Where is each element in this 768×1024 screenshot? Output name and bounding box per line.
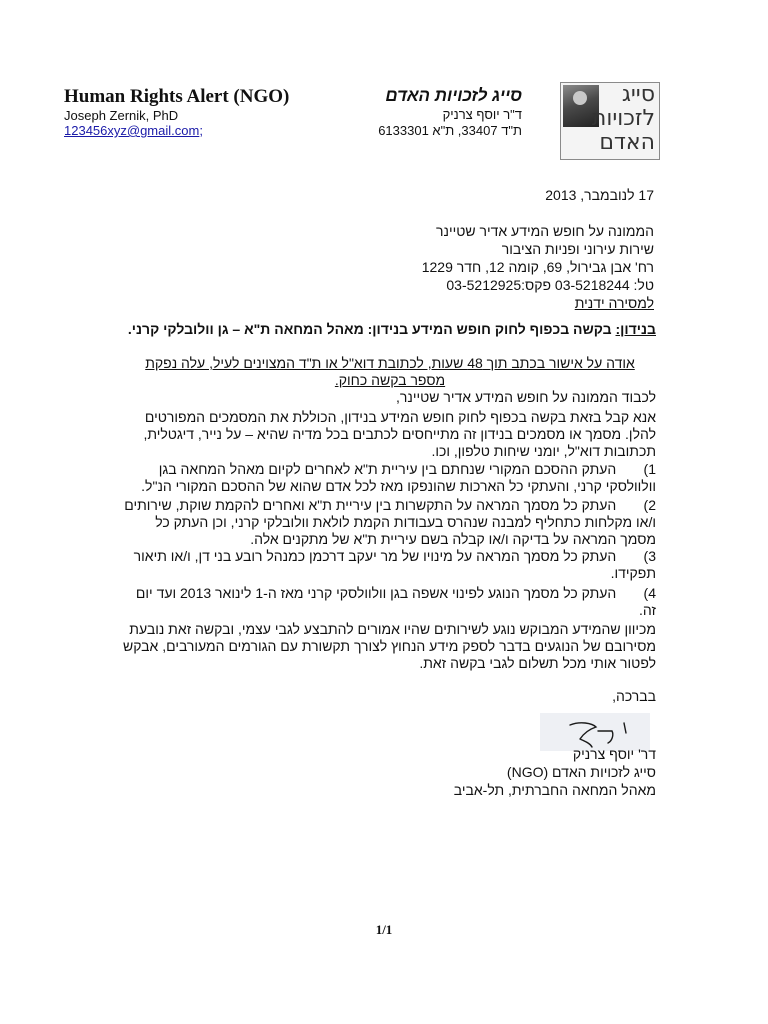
delivery-method: למסירה ידנית: [574, 295, 654, 311]
request-item: [116, 461, 656, 495]
item-number: 4): [643, 585, 656, 601]
item-number: 3): [643, 548, 656, 564]
salutation: לכבוד הממונה על חופש המידע אדיר שטיינר,: [396, 389, 656, 405]
intro-paragraph: אנא קבל בזאת בקשה בכפוף לחוק חופש המידע בנידון, הכוללת את המסמכים המפורטים להלן. מסמך או מסמכים בנידון זה מתייחסים לכתבים בכל מדיה שהיא – על נייר, דיגטלית, תכתובות דוא"ל, יומני שיחות טלפון, וכו.: [143, 409, 656, 459]
email-link[interactable]: 123456xyz@gmail.com: [64, 123, 200, 138]
item-text: העתק כל מסמך הנוגע לפינוי אשפה בגן וולוולסקי קרני מאז ה-1 לינואר 2013 ועד יום זה.: [135, 585, 656, 618]
email-suffix: ;: [199, 123, 203, 138]
fee-waiver-paragraph: מכיוון שהמידע המבוקש נוגע לשירותים שהיו אמורים להתבצע לגבי עצמי, ובקשה זאת נובעת מסירובם של הנוגעים בדבר לספק מידע הנחוץ לצורך תקשורת עם הגורמים המעורבים, אבקש לפטור אותי מכל תשלום לגבי בקשה זאת.: [122, 621, 656, 671]
recipient-line: רח' אבן גבירול, 69, קומה 12, חדר 1229: [421, 259, 654, 275]
page-number: 1/1: [375, 922, 393, 937]
postal-address-hebrew: ת"ד 33407, ת"א 6133301: [378, 123, 522, 138]
signer-org: סייג לזכויות האדם (NGO): [506, 764, 656, 780]
signer-name: דר' יוסף צרניק: [572, 746, 656, 762]
request-item: [116, 585, 656, 619]
recipient-block: [422, 222, 654, 312]
author-name-english: Joseph Zernik, PhD: [64, 108, 179, 123]
request-item: [116, 497, 656, 548]
logo-lettering: סייג לזכויות האדם: [591, 82, 655, 155]
item-text: העתק כל מסמך המראה על התקשרות בין עיריית ת"א ואחרים להקמת שוקת, שירותים ו/או מקלחות כתחליף למבנה שנהרס בעבודות הקמת לולאת וולובלקי קרני, וכן העתק כל מסמך המראה על בדיקה ו/או קבלה בשם עיריית ת"א של מתקנים אלה.: [124, 497, 656, 547]
subject-line: [96, 321, 656, 337]
signature-block: [116, 745, 656, 799]
subject-label: בנידון:: [615, 321, 656, 337]
author-name-hebrew: ד"ר יוסף צרניק: [442, 107, 522, 122]
item-text: העתק ההסכם המקורי שנחתם בין עיריית ת"א לאחרים לקיום מאהל המחאה בגן וולוולסקי קרני, והעתקי כל הארכות שהונפקו מאז לכל אדם שהוא של ההסכם המקורי הנ"ל.: [141, 461, 656, 494]
signer-location: מאהל המחאה החברתית, תל-אביב: [453, 782, 656, 798]
item-number: 2): [643, 497, 656, 513]
item-number: 1): [643, 461, 656, 477]
org-name-english: Human Rights Alert (NGO): [64, 86, 290, 107]
org-name-hebrew: סייג לזכויות האדם: [385, 86, 522, 105]
closing-regards: בברכה,: [612, 688, 656, 704]
org-logo: [560, 82, 660, 160]
contact-email: [64, 123, 203, 138]
confirmation-note: אודה על אישור בכתב תוך 48 שעות, לכתובת דוא"ל או ת"ד המצוינים לעיל, עלה נפקת מספר בקשה כחוק.: [145, 355, 635, 388]
recipient-line: טל: 03-5218244 פקס:03-5212925: [446, 277, 654, 293]
request-item: [116, 548, 656, 582]
letter-date: 17 לנובמבר, 2013: [545, 187, 654, 203]
recipient-line: הממונה על חופש המידע אדיר שטיינר: [436, 223, 654, 239]
subject-text: בקשה בכפוף לחוק חופש המידע בנידון: מאהל המחאה ת"א – גן וולובלקי קרני.: [127, 321, 612, 337]
recipient-line: שירות עירוני ופניות הציבור: [501, 241, 654, 257]
item-text: העתק כל מסמך המראה על מינויו של מר יעקב דרכמן כמנהל רובע בני דן, ו/או תיאור תפקידו.: [133, 548, 656, 581]
